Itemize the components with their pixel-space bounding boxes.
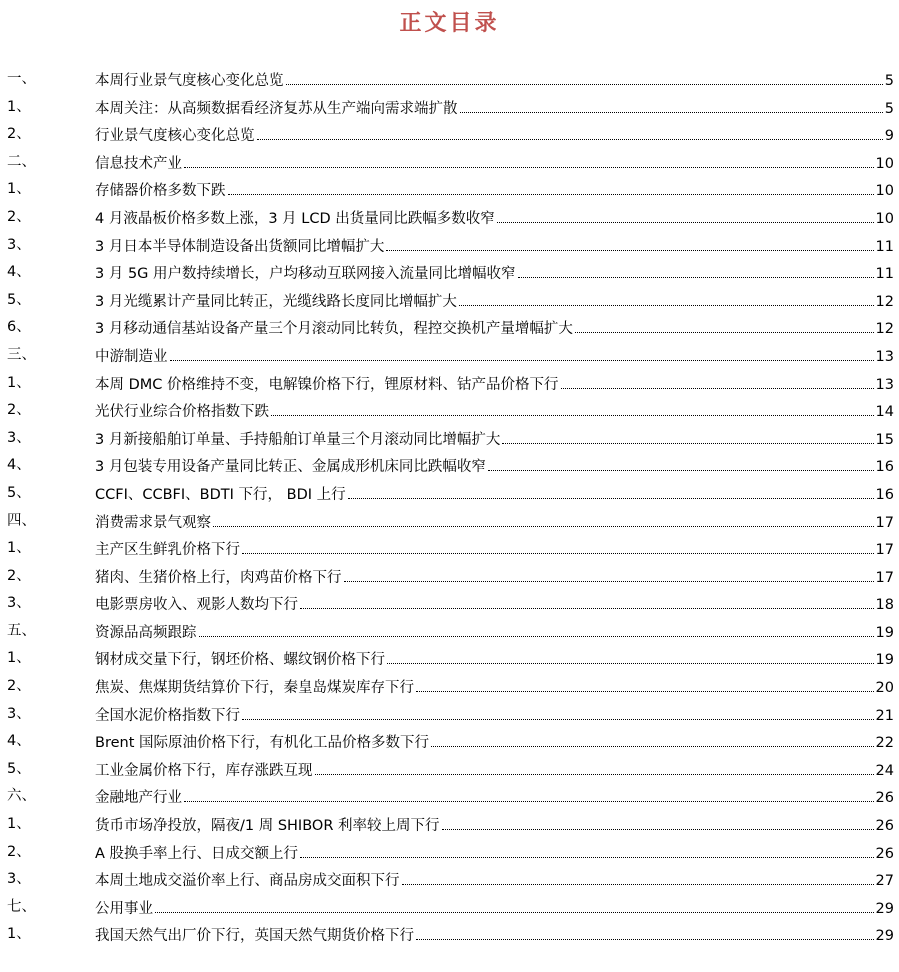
toc-entry-page[interactable]: 29 [875, 928, 894, 945]
toc-entry-number: 6、 [7, 319, 31, 336]
toc-entry-page[interactable]: 13 [875, 376, 894, 393]
toc-entry[interactable] [0, 370, 899, 398]
toc-entry-number: 3、 [7, 236, 31, 253]
toc-entry-text[interactable]: 本周 DMC 价格维持不变，电解镍价格下行，锂原材料、钴产品价格下行 [95, 376, 559, 393]
toc-entry-number: 4、 [7, 457, 31, 474]
toc-entry-number: 四、 [7, 512, 36, 529]
toc-entry[interactable] [0, 590, 899, 618]
toc-entry-text[interactable]: 3 月日本半导体制造设备出货额同比增幅扩大 [95, 238, 385, 255]
leader-dots [242, 538, 874, 554]
toc-entry-number: 3、 [7, 871, 31, 888]
leader-dots [575, 317, 874, 333]
toc-entry-page[interactable]: 5 [884, 73, 894, 89]
toc-entry-number: 五、 [7, 622, 36, 639]
toc-entry-number: 1、 [7, 181, 31, 198]
toc-entry-text[interactable]: 4 月液晶板价格多数上涨，3 月 LCD 出货量同比跌幅多数收窄 [95, 210, 495, 227]
toc-entry-page[interactable]: 22 [875, 735, 894, 752]
toc-entry-number: 5、 [7, 291, 31, 308]
toc-entry-text[interactable]: 焦炭、焦煤期货结算价下行，秦皇岛煤炭库存下行 [95, 680, 414, 697]
toc-entry-page[interactable]: 20 [875, 680, 894, 697]
leader-dots [213, 511, 874, 527]
toc-title: 正文目录 [399, 10, 500, 36]
toc-entry[interactable] [0, 618, 899, 646]
toc-entry-number: 2、 [7, 678, 31, 695]
toc-entry-number: 1、 [7, 98, 31, 115]
leader-dots [386, 235, 873, 251]
toc-entry-page[interactable]: 10 [875, 183, 894, 200]
toc-entry-page[interactable]: 14 [875, 404, 894, 421]
leader-dots [300, 842, 874, 858]
leader-dots [348, 483, 874, 499]
toc-entry[interactable] [0, 701, 899, 729]
leader-dots [170, 345, 874, 361]
leader-dots [460, 97, 883, 113]
toc-entry-number: 4、 [7, 264, 31, 281]
leader-dots [300, 593, 874, 609]
leader-dots [257, 124, 883, 140]
toc-entry[interactable] [0, 756, 899, 784]
toc-entry-text[interactable]: 工业金属价格下行，库存涨跌互现 [95, 762, 313, 779]
toc-entry-page[interactable]: 10 [875, 155, 894, 172]
toc-entry-number: 3、 [7, 595, 31, 612]
toc-entry-text[interactable]: 主产区生鲜乳价格下行 [95, 542, 240, 559]
table-of-contents [0, 66, 899, 949]
toc-entry[interactable] [0, 811, 899, 839]
leader-dots [242, 704, 874, 720]
leader-dots [431, 731, 874, 747]
toc-entry-text[interactable]: 3 月新接船舶订单量、手持船舶订单量三个月滚动同比增幅扩大 [95, 431, 501, 448]
toc-entry-page[interactable]: 5 [884, 100, 894, 117]
toc-entry-page[interactable]: 11 [875, 266, 894, 283]
toc-entry[interactable] [0, 508, 899, 536]
toc-entry-number: 3、 [7, 705, 31, 722]
toc-entry[interactable] [0, 314, 899, 342]
toc-entry-number: 一、 [7, 71, 36, 87]
leader-dots [199, 621, 874, 637]
toc-entry-text[interactable]: 行业景气度核心变化总览 [95, 128, 255, 145]
toc-entry-number: 2、 [7, 843, 31, 860]
leader-dots [497, 207, 874, 223]
toc-entry[interactable] [0, 839, 899, 867]
toc-entry[interactable] [0, 728, 899, 756]
toc-entry-text[interactable]: 信息技术产业 [95, 155, 182, 172]
toc-entry-text[interactable]: 货币市场净投放，隔夜/1 周 SHIBOR 利率较上周下行 [95, 818, 440, 835]
toc-entry[interactable] [0, 645, 899, 673]
toc-entry-page[interactable]: 19 [875, 652, 894, 669]
leader-dots [416, 676, 874, 692]
toc-entry-text[interactable]: 公用事业 [95, 900, 153, 917]
toc-entry-page[interactable]: 19 [875, 624, 894, 641]
toc-entry-text[interactable]: 全国水泥价格指数下行 [95, 707, 240, 724]
toc-entry[interactable] [0, 232, 899, 260]
toc-entry-page[interactable]: 29 [875, 900, 894, 917]
leader-dots [442, 814, 874, 830]
leader-dots [228, 179, 874, 195]
toc-entry[interactable] [0, 894, 899, 922]
toc-entry-number: 3、 [7, 429, 31, 446]
toc-entry-page[interactable]: 9 [884, 128, 894, 145]
toc-entry[interactable] [0, 783, 899, 811]
leader-dots [184, 152, 874, 168]
toc-entry-page[interactable]: 15 [875, 431, 894, 448]
toc-entry-number: 1、 [7, 540, 31, 557]
toc-entry-number: 1、 [7, 650, 31, 667]
leader-dots [315, 759, 874, 775]
leader-dots [459, 290, 874, 306]
leader-dots [402, 869, 874, 885]
toc-entry-number: 2、 [7, 208, 31, 225]
toc-entry-page[interactable]: 16 [875, 486, 894, 503]
leader-dots [286, 69, 883, 85]
toc-entry[interactable] [0, 204, 899, 232]
toc-entry-text[interactable]: 存储器价格多数下跌 [95, 183, 226, 200]
toc-entry-text[interactable]: 3 月包装专用设备产量同比转正、金属成形机床同比跌幅收窄 [95, 459, 486, 476]
toc-entry-number: 2、 [7, 567, 31, 584]
toc-entry-page[interactable]: 26 [875, 845, 894, 862]
toc-entry[interactable] [0, 397, 899, 425]
toc-entry-page[interactable]: 18 [875, 597, 894, 614]
leader-dots [271, 400, 874, 416]
toc-entry[interactable] [0, 921, 899, 949]
toc-entry-page[interactable]: 17 [875, 542, 894, 559]
leader-dots [344, 566, 874, 582]
toc-entry-number: 二、 [7, 153, 36, 170]
toc-entry-text[interactable]: 本周行业景气度核心变化总览 [95, 73, 284, 89]
toc-entry-text[interactable]: 3 月光缆累计产量同比转正，光缆线路长度同比增幅扩大 [95, 293, 457, 310]
toc-entry-text[interactable]: 电影票房收入、观影人数均下行 [95, 597, 298, 614]
toc-entry-text[interactable]: 钢材成交量下行，钢坯价格、螺纹钢价格下行 [95, 652, 385, 669]
toc-entry[interactable] [0, 94, 899, 122]
toc-entry-number: 5、 [7, 484, 31, 501]
toc-entry-text[interactable]: 本周土地成交溢价率上行、商品房成交面积下行 [95, 873, 400, 890]
toc-entry-page[interactable]: 12 [875, 293, 894, 310]
leader-dots [416, 924, 874, 940]
leader-dots [502, 428, 873, 444]
leader-dots [184, 786, 874, 802]
toc-entry-text[interactable]: 金融地产行业 [95, 790, 182, 807]
leader-dots [387, 648, 874, 664]
toc-entry[interactable] [0, 149, 899, 177]
leader-dots [155, 897, 874, 913]
toc-entry-page[interactable]: 24 [875, 762, 894, 779]
toc-entry[interactable] [0, 342, 899, 370]
toc-entry-page[interactable]: 21 [875, 707, 894, 724]
toc-entry[interactable] [0, 452, 899, 480]
toc-entry-text[interactable]: A 股换手率上行、日成交额上行 [95, 845, 299, 862]
toc-entry-number: 2、 [7, 402, 31, 419]
toc-entry[interactable] [0, 480, 899, 508]
toc-entry-number: 2、 [7, 126, 31, 143]
toc-entry-text[interactable]: CCFI、CCBFI、BDTI 下行， BDI 上行 [95, 486, 346, 503]
toc-entry[interactable] [0, 66, 899, 94]
toc-entry-number: 三、 [7, 346, 36, 363]
toc-entry-number: 1、 [7, 926, 31, 943]
toc-entry-text[interactable]: 猪肉、生猪价格上行，肉鸡苗价格下行 [95, 569, 342, 586]
toc-entry-number: 4、 [7, 733, 31, 750]
toc-entry[interactable] [0, 176, 899, 204]
toc-entry[interactable] [0, 563, 899, 591]
toc-entry-text[interactable]: 光伏行业综合价格指数下跌 [95, 404, 269, 421]
toc-entry-page[interactable]: 27 [875, 873, 894, 890]
toc-entry-text[interactable]: 3 月 5G 用户数持续增长，户均移动互联网接入流量同比增幅收窄 [95, 266, 516, 283]
toc-entry-text[interactable]: 本周关注：从高频数据看经济复苏从生产端向需求端扩散 [95, 100, 458, 117]
toc-entry-number: 六、 [7, 788, 36, 805]
toc-entry-page[interactable]: 17 [875, 569, 894, 586]
toc-entry-page[interactable]: 17 [875, 514, 894, 531]
toc-entry[interactable] [0, 287, 899, 315]
toc-entry-text[interactable]: 资源品高频跟踪 [95, 624, 197, 641]
toc-entry-page[interactable]: 26 [875, 818, 894, 835]
toc-entry-text[interactable]: 我国天然气出厂价下行，英国天然气期货价格下行 [95, 928, 414, 945]
toc-entry-number: 1、 [7, 374, 31, 391]
leader-dots [561, 373, 874, 389]
toc-entry-number: 七、 [7, 898, 36, 915]
toc-entry-text[interactable]: Brent 国际原油价格下行，有机化工品价格多数下行 [95, 735, 429, 752]
toc-entry-page[interactable]: 16 [875, 459, 894, 476]
toc-entry[interactable] [0, 673, 899, 701]
toc-entry[interactable] [0, 425, 899, 453]
leader-dots [488, 455, 874, 471]
toc-entry-page[interactable]: 12 [875, 321, 894, 338]
toc-entry-text[interactable]: 消费需求景气观察 [95, 514, 211, 531]
toc-entry-number: 5、 [7, 760, 31, 777]
toc-entry-page[interactable]: 11 [875, 238, 894, 255]
toc-entry-page[interactable]: 13 [875, 348, 894, 365]
toc-entry[interactable] [0, 259, 899, 287]
toc-entry-page[interactable]: 10 [875, 210, 894, 227]
toc-entry[interactable] [0, 535, 899, 563]
toc-entry-page[interactable]: 26 [875, 790, 894, 807]
toc-entry-text[interactable]: 中游制造业 [95, 348, 168, 365]
toc-entry[interactable] [0, 121, 899, 149]
toc-entry[interactable] [0, 866, 899, 894]
leader-dots [518, 262, 874, 278]
toc-entry-number: 1、 [7, 816, 31, 833]
toc-entry-text[interactable]: 3 月移动通信基站设备产量三个月滚动同比转负，程控交换机产量增幅扩大 [95, 321, 573, 338]
